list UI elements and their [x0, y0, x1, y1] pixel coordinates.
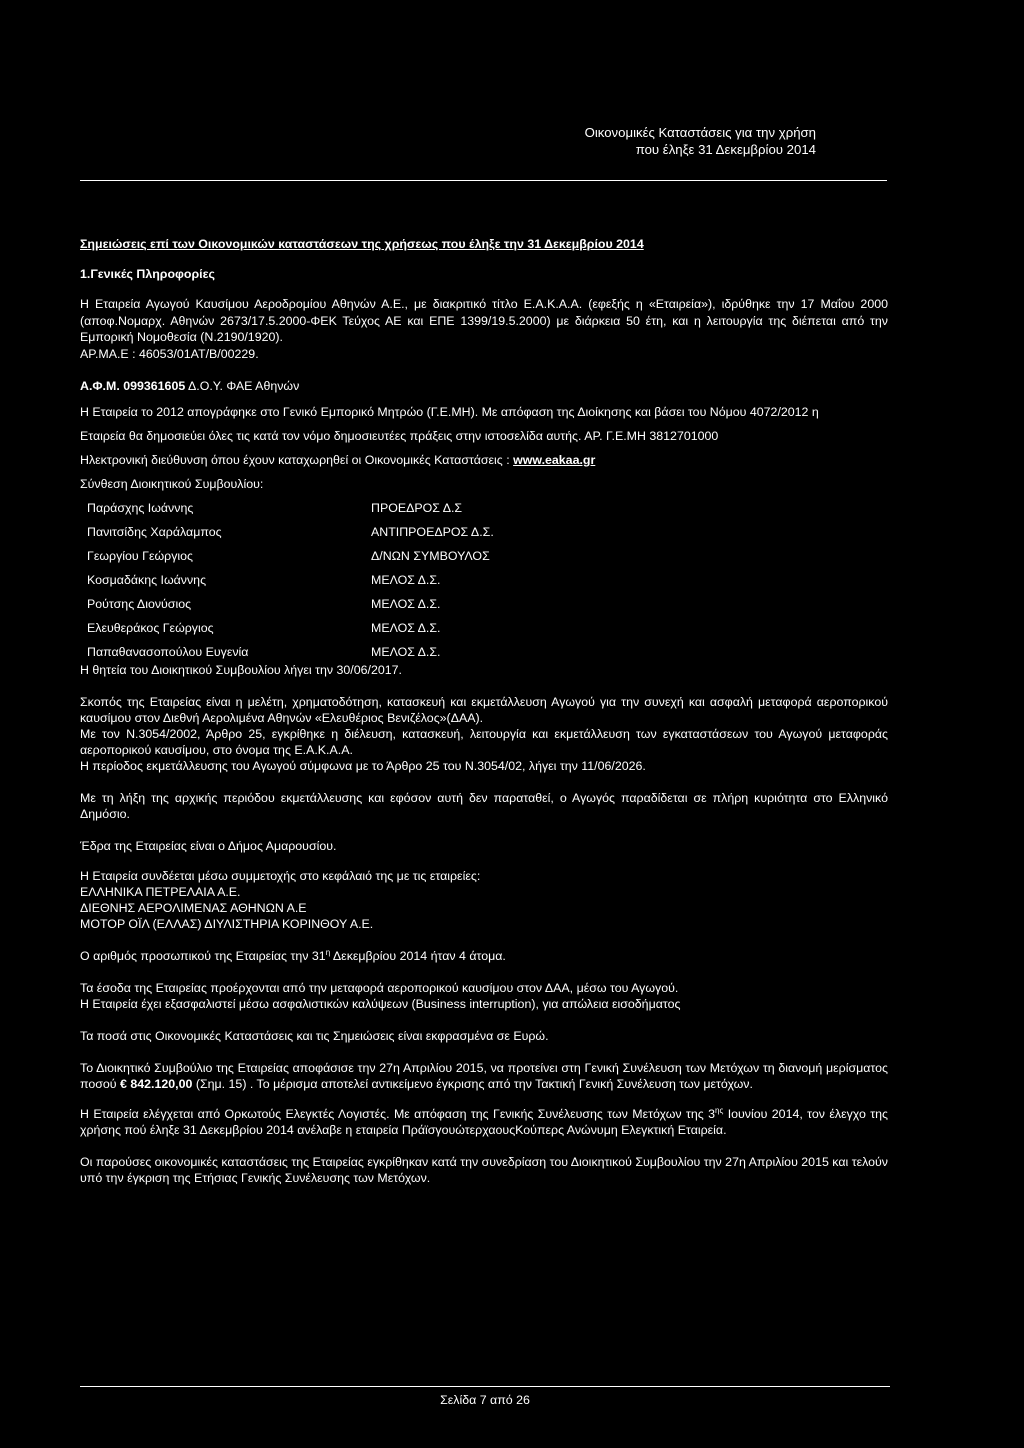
period-line: Η περίοδος εκμετάλλευσης του Αγωγού σύμφωνα με το Άρθρο 25 του Ν.3054/02, λήγει την 11/06/2026.: [80, 759, 646, 773]
board-member-role: Δ/ΝΩΝ ΣΥΜΒΟΥΛΟΣ: [371, 549, 490, 563]
ar-mae: ΑΡ.ΜΑ.Ε : 46053/01ΑΤ/Β/00229.: [80, 347, 259, 361]
board-member-role: ΜΕΛΟΣ Δ.Σ.: [371, 573, 441, 587]
board-member-name: Γεωργίου Γεώργιος: [87, 549, 194, 563]
audit-text-end: Ιουνίου 2014, τον έλεγχο της χρήσης πού έληξε 31 Δεκεμβρίου 2014 ανέλαβε η εταιρεία ΠράϊσγουώτερχαουςΚούπερς Ανώνυμη Ελεγκτική Εταιρεία.: [80, 1107, 888, 1137]
board-member-name: Πανιτσίδης Χαράλαμπος: [87, 525, 222, 539]
board-member-name: Ελευθεράκος Γεώργιος: [87, 621, 214, 635]
gemi-paragraph-2: Εταιρεία θα δημοσιεύει όλες τις κατά τον νόμο δημοσιευτέες πράξεις στην ιστοσελίδα αυτής. ΑΡ. Γ.Ε.ΜΗ 3812701000: [80, 429, 719, 443]
audit-paragraph: [80, 1106, 888, 1138]
dividend-amount: € 842.120,00: [120, 1077, 193, 1091]
dividend-text-end: (Σημ. 15) . Το μέρισμα αποτελεί αντικείμενο έγκρισης από την Τακτική Γενική Συνέλευση των μετόχων.: [192, 1077, 753, 1091]
law-paragraph: Με τον Ν.3054/2002, Άρθρο 25, εγκρίθηκε η διέλευση, κατασκευή, λειτουργία και εκμετάλλευση των εγκαταστάσεων του Αγωγού μεταφοράς αεροπορικού καυσίμου, στο όνομα της Ε.Α.Κ.Α.Α.: [80, 727, 888, 757]
intro-paragraph: Η Εταιρεία Αγωγού Καυσίμου Αεροδρομίου Αθηνών Α.Ε., με διακριτικό τίτλο Ε.Α.Κ.Α.Α. (εφεξής η «Εταιρεία»), ιδρύθηκε την 17 Μαΐου 2000 (αποφ.Νομαρχ. Αθηνών 2673/17.5.2000-ΦΕΚ Τεύχος ΑΕ και ΕΠΕ 1399/19.5.2000) με διάρκεια 50 έτη, και η λειτουργία της διέπεται από την Εμπορική Νομοθεσία (Ν.2190/1920).: [80, 297, 888, 344]
board-member-role: ΑΝΤΙΠΡΟΕΔΡΟΣ Δ.Σ.: [371, 525, 494, 539]
board-term: Η θητεία του Διοικητικού Συμβουλίου λήγει την 30/06/2017.: [80, 663, 402, 677]
purpose-paragraph: Σκοπός της Εταιρείας είναι η μελέτη, χρηματοδότηση, κατασκευή και εκμετάλλευση Αγωγού για την συνεχή και ασφαλή μεταφορά αεροπορικού καυσίμου στον Διεθνή Αερολιμένα Αθηνών «Ελευθέριος Βενιζέλος»(ΔΑΑ).: [80, 695, 888, 725]
doy: Δ.Ο.Υ. ΦΑΕ Αθηνών: [188, 379, 300, 393]
shareholders-intro: Η Εταιρεία συνδέεται μέσω συμμετοχής στο κεφάλαιό της με τις εταιρείες:: [80, 869, 481, 883]
currency-line: Τα ποσά στις Οικονομικές Καταστάσεις και τις Σημειώσεις είναι εκφρασμένα σε Ευρώ.: [80, 1029, 549, 1043]
audit-text: Η Εταιρεία ελέγχεται από Ορκωτούς Ελεγκτές Λογιστές. Με απόφαση της Γενικής Συνέλευσης των Μετόχων της 3: [80, 1107, 715, 1121]
afm: Α.Φ.Μ. 099361605: [80, 379, 186, 393]
header-title: [585, 124, 816, 158]
staff-line: [80, 948, 888, 964]
website-line: [80, 452, 888, 468]
board-member-role: ΜΕΛΟΣ Δ.Σ.: [371, 645, 441, 659]
board-member-name: Παράσχης Ιωάννης: [87, 501, 194, 515]
gemi-paragraph: Η Εταιρεία το 2012 απογράφηκε στο Γενικό Εμπορικό Μητρώο (Γ.Ε.ΜΗ). Με απόφαση της Διοίκησης και βάσει του Νόμου 4072/2012 η: [80, 405, 819, 419]
board-member-role: ΜΕΛΟΣ Δ.Σ.: [371, 597, 441, 611]
revenue-line: Τα έσοδα της Εταιρείας προέρχονται από την μεταφορά αεροπορικού καυσίμου στον ΔΑΑ, μέσω του Αγωγού.: [80, 981, 679, 995]
page-number: Σελίδα 7 από 26: [440, 1393, 530, 1407]
header-rule: [80, 180, 887, 181]
dividend-paragraph: [80, 1060, 888, 1092]
board-member-role: ΜΕΛΟΣ Δ.Σ.: [371, 621, 441, 635]
website-label: Ηλεκτρονική διεύθυνση όπου έχουν καταχωρηθεί οι Οικονομικές Καταστάσεις :: [80, 453, 510, 467]
shareholder-item: ΔΙΕΘΝΗΣ ΑΕΡΟΛΙΜΕΝΑΣ ΑΘΗΝΩΝ Α.Ε: [80, 901, 307, 915]
seat-line: Έδρα της Εταιρείας είναι ο Δήμος Αμαρουσίου.: [80, 839, 337, 853]
header-line2: που έληξε 31 Δεκεμβρίου 2014: [635, 142, 816, 157]
board-member-name: Ρούτσης Διονύσιος: [87, 597, 192, 611]
shareholder-item: ΕΛΛΗΝΙΚΑ ΠΕΤΡΕΛΑΙΑ Α.Ε.: [80, 885, 241, 899]
end-paragraph: Με τη λήξη της αρχικής περιόδου εκμετάλλευσης και εφόσον αυτή δεν παραταθεί, ο Αγωγός παραδίδεται σε πλήρη κυριότητα στο Ελληνικό Δημόσιο.: [80, 791, 888, 821]
staff-text: Ο αριθμός προσωπικού της Εταιρείας την 31: [80, 949, 326, 963]
dividend-text: Το Διοικητικό Συμβούλιο της Εταιρείας αποφάσισε την 27η Απριλίου 2015, να προτείνει στη Γενική Συνέλευση των Μετόχων τη διανομή μερίσματος ποσού: [80, 1061, 888, 1091]
staff-superscript: η: [325, 947, 331, 957]
staff-text-end: Δεκεμβρίου 2014 ήταν 4 άτομα.: [330, 949, 506, 963]
website-link[interactable]: www.eakaa.gr: [513, 453, 596, 467]
board-member-name: Κοσμαδάκης Ιωάννης: [87, 573, 207, 587]
tax-id-line: [80, 378, 888, 394]
section-title: 1.Γενικές Πληροφορίες: [80, 267, 215, 281]
board-member-name: Παπαθανασοπούλου Ευγενία: [87, 645, 249, 659]
approval-paragraph: Οι παρούσες οικονομικές καταστάσεις της Εταιρείας εγκρίθηκαν κατά την συνεδρίαση του Διοικητικού Συμβουλίου την 27η Απριλίου 2015 και τελούν υπό την έγκριση της Ετήσιας Γενικής Συνέλευσης των Μετόχων.: [80, 1155, 888, 1185]
notes-title: Σημειώσεις επί των Οικονομικών καταστάσεων της χρήσεως που έληξε την 31 Δεκεμβρίου 2014: [80, 237, 644, 251]
audit-superscript: ης: [715, 1105, 724, 1115]
board-member-role: ΠΡΟΕΔΡΟΣ Δ.Σ: [371, 501, 463, 515]
shareholder-item: ΜΟΤΟΡ ΟΪΛ (ΕΛΛΑΣ) ΔΙΥΛΙΣΤΗΡΙΑ ΚΟΡΙΝΘΟΥ Α.Ε.: [80, 917, 374, 931]
insurance-line: Η Εταιρεία έχει εξασφαλιστεί μέσω ασφαλιστικών καλύψεων (Business interruption), για απώλεια εισοδήματος: [80, 997, 681, 1011]
header-line1: Οικονομικές Καταστάσεις για την χρήση: [584, 125, 816, 140]
footer-rule: [80, 1386, 890, 1387]
board-title: Σύνθεση Διοικητικού Συμβουλίου:: [80, 477, 264, 491]
